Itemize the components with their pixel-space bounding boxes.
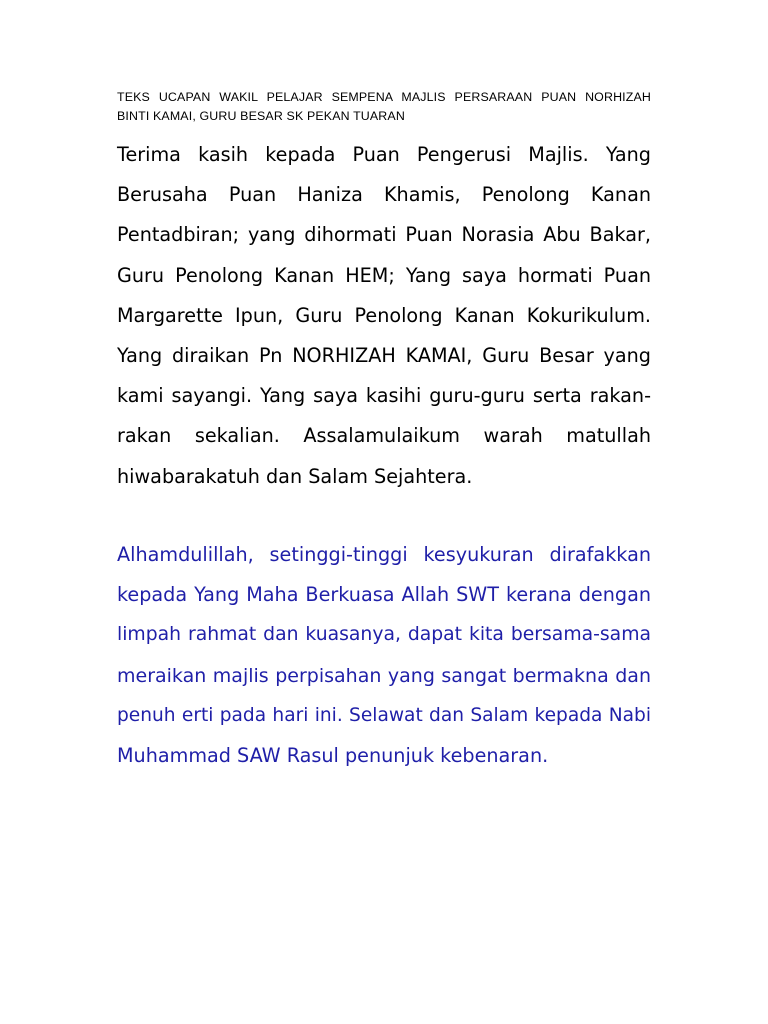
paragraph-line: kepada Yang Maha Berkuasa Allah SWT kerana dengan bbox=[117, 583, 651, 607]
paragraph-line: Guru Penolong Kanan HEM; Yang saya hormati Puan bbox=[117, 263, 651, 287]
heading-line: BINTI KAMAI, GURU BESAR SK PEKAN TUARAN bbox=[117, 109, 405, 123]
paragraph-line: meraikan majlis perpisahan yang sangat bermakna dan bbox=[117, 664, 651, 687]
paragraph-line: rakan sekalian. Assalamulaikum warah matullah bbox=[117, 424, 651, 448]
document-heading bbox=[117, 88, 651, 126]
paragraph-line: limpah rahmat dan kuasanya, dapat kita bersama-sama bbox=[117, 624, 651, 646]
paragraph-line: Muhammad SAW Rasul penunjuk kebenaran. bbox=[117, 744, 549, 768]
paragraph-line: Terima kasih kepada Puan Pengerusi Majlis. Yang bbox=[117, 143, 651, 166]
paragraph-line: Pentadbiran; yang dihormati Puan Norasia Abu Bakar, bbox=[117, 223, 651, 247]
paragraph-line: Yang diraikan Pn NORHIZAH KAMAI, Guru Besar yang bbox=[117, 344, 651, 368]
paragraph-line: kami sayangi. Yang saya kasihi guru-guru serta rakan- bbox=[117, 384, 651, 408]
paragraph-line: Berusaha Puan Haniza Khamis, Penolong Kanan bbox=[117, 183, 651, 207]
paragraph-line: hiwabarakatuh dan Salam Sejahtera. bbox=[117, 464, 473, 488]
heading-line: TEKS UCAPAN WAKIL PELAJAR SEMPENA MAJLIS PERSARAAN PUAN NORHIZAH bbox=[117, 90, 651, 104]
paragraph-line: penuh erti pada hari ini. Selawat dan Salam kepada Nabi bbox=[117, 704, 651, 726]
greeting-paragraph bbox=[117, 135, 651, 497]
gratitude-paragraph bbox=[117, 535, 651, 776]
paragraph-line: Alhamdulillah, setinggi-tinggi kesyukuran dirafakkan bbox=[117, 543, 651, 566]
paragraph-line: Margarette Ipun, Guru Penolong Kanan Kokurikulum. bbox=[117, 303, 651, 327]
